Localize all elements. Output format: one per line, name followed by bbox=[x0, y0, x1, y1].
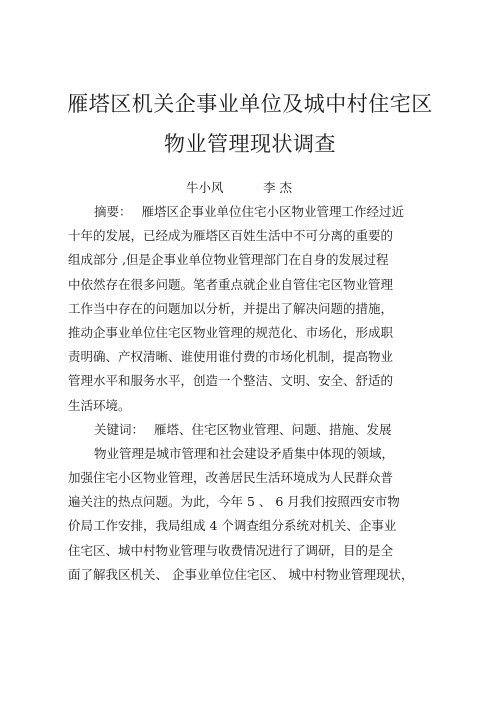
body-line: 价局工作安排，我局组成 4 个调查组分系统对机关、企事业 bbox=[68, 518, 397, 534]
abstract-line: 中依然存在很多问题。笔者重点就企业自管住宅区物业管理 bbox=[68, 276, 394, 292]
document-title-line-1: 雁塔区机关企事业单位及城中村住宅区 bbox=[67, 92, 433, 116]
abstract-line: 推动企事业单位住宅区物业管理的规范化、市场化，形成职 bbox=[68, 324, 394, 340]
keywords-label: 关键词： bbox=[94, 421, 145, 437]
body-line: 遍关注的热点问题。为此，今年 5 、 6 月我们按照西安市物 bbox=[68, 494, 400, 510]
abstract-label: 摘要： bbox=[94, 204, 132, 219]
document-title-line-2: 物业管理现状调查 bbox=[164, 132, 336, 156]
body-line: 面了解我区机关、 企事业单位住宅区、 城中村物业管理现状， bbox=[68, 566, 414, 582]
abstract-line: 管理水平和服务水平，创造一个整洁、文明、安全、舒适的 bbox=[68, 373, 394, 389]
author-1: 牛小风 bbox=[186, 180, 224, 195]
keywords-line bbox=[68, 418, 438, 442]
keywords-text: 雁塔、住宅区物业管理、问题、措施、发展 bbox=[154, 421, 392, 437]
abstract-line: 工作当中存在的问题加以分析，并提出了解决问题的措施， bbox=[68, 300, 394, 316]
body-line: 加强住宅小区物业管理，改善居民生活环境成为人民群众普 bbox=[68, 470, 394, 486]
abstract-line: 生活环境。 bbox=[68, 397, 131, 413]
body-line: 住宅区、城中村物业管理与收费情况进行了调研，目的是全 bbox=[68, 542, 394, 558]
document-body bbox=[68, 200, 438, 587]
abstract-text: 雁塔区企事业单位住宅小区物业管理工作经过近 bbox=[141, 204, 405, 219]
author-2: 李 杰 bbox=[263, 180, 292, 195]
abstract-line bbox=[68, 200, 438, 224]
abstract-line: 组成部分 ,但是企事业单位物业管理部门在自身的发展过程 bbox=[68, 252, 389, 268]
abstract-line: 责明确、产权清晰、谁使用谁付费的市场化机制，提高物业 bbox=[68, 349, 394, 365]
body-line: 物业管理是城市管理和社会建设矛盾集中体现的领域， bbox=[94, 445, 395, 461]
abstract-line: 十年的发展，已经成为雁塔区百姓生活中不可分离的重要的 bbox=[68, 228, 394, 244]
